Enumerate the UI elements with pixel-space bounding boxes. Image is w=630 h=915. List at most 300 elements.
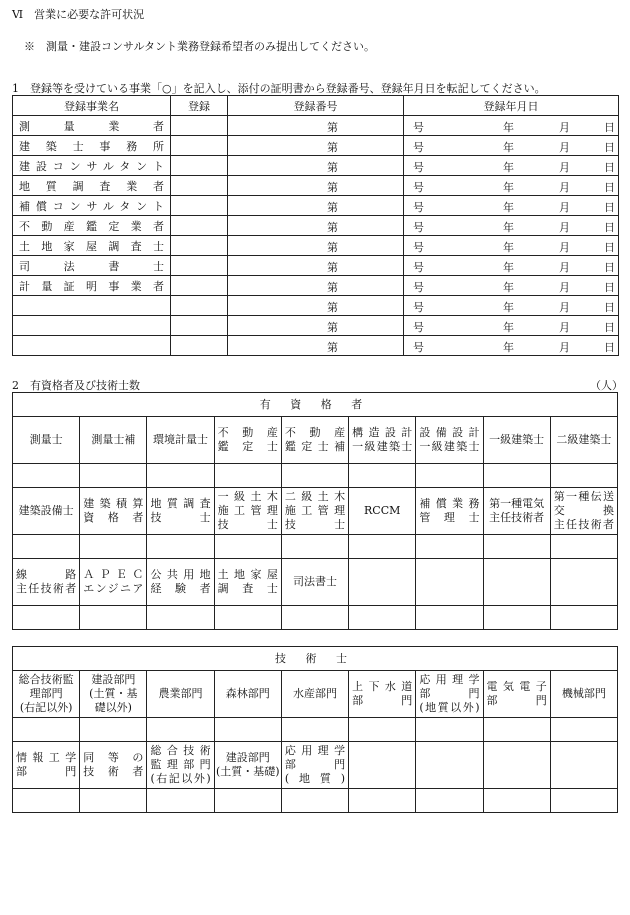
qualification-label <box>416 417 483 464</box>
reg-date-cell[interactable] <box>404 196 619 216</box>
qualification-label <box>80 742 147 789</box>
qualification-label <box>281 559 348 606</box>
count-cell[interactable] <box>349 718 416 742</box>
reg-number-cell[interactable] <box>228 196 424 216</box>
qualification-label <box>214 559 281 606</box>
label-line: 建築積算 <box>83 497 144 510</box>
label-line: 部門 <box>486 694 547 707</box>
registered-cell[interactable] <box>171 276 228 296</box>
month-label: 月 <box>559 201 570 214</box>
month-label: 月 <box>559 301 570 314</box>
count-cell[interactable] <box>550 535 617 559</box>
label-line: 一級土木 <box>217 490 278 503</box>
business-name: 測量業者 <box>13 116 171 136</box>
qualification-label <box>281 417 348 464</box>
registered-cell[interactable] <box>171 216 228 236</box>
year-label: 年 <box>503 201 514 214</box>
registration-rows <box>13 116 619 356</box>
qualification-label <box>13 742 80 789</box>
qualification-label <box>483 559 550 606</box>
section-title: Ⅵ 営業に必要な許可状況 <box>12 8 145 21</box>
number-prefix: 第 <box>327 201 338 214</box>
qualification-label <box>147 559 214 606</box>
business-name: 地質調査業者 <box>13 176 171 196</box>
business-name: 不動産鑑定業者 <box>13 216 171 236</box>
business-name <box>13 316 171 336</box>
qualification-label <box>147 417 214 464</box>
reg-date-cell[interactable] <box>404 156 619 176</box>
part1-heading: 1 登録等を受けている事業「○」を記入し、添付の証明書から登録番号、登録年月日を転記してください。 <box>12 82 546 95</box>
label-line: ＡＰＥＣ <box>83 568 144 581</box>
reg-number-cell[interactable] <box>228 236 424 256</box>
label-line: 鑑定士補 <box>284 440 346 453</box>
reg-date-cell[interactable] <box>404 236 619 256</box>
count-cell[interactable] <box>214 535 281 559</box>
year-label: 年 <box>503 121 514 134</box>
qualification-label <box>13 559 80 606</box>
registered-cell[interactable] <box>171 296 228 316</box>
month-label: 月 <box>559 121 570 134</box>
label-line: 補償業務 <box>419 497 480 510</box>
qualification-label <box>281 742 348 789</box>
count-cell[interactable] <box>147 464 214 488</box>
qualification-label <box>550 559 617 606</box>
count-cell[interactable] <box>13 535 80 559</box>
count-cell[interactable] <box>80 606 147 630</box>
registration-row <box>13 156 619 176</box>
business-name: 土地家屋調査士 <box>13 236 171 256</box>
day-label: 日 <box>604 261 615 274</box>
business-name: 補償コンサルタント <box>13 196 171 216</box>
business-name: 司法書士 <box>13 256 171 276</box>
count-cell[interactable] <box>281 789 348 813</box>
label-line: 調査士 <box>217 582 278 595</box>
number-suffix: 号 <box>413 121 424 134</box>
count-cell[interactable] <box>281 535 348 559</box>
count-cell[interactable] <box>483 718 550 742</box>
reg-number-cell[interactable] <box>228 136 424 156</box>
qualification-label <box>80 488 147 535</box>
reg-number-cell[interactable] <box>228 156 424 176</box>
qualification-label <box>550 742 617 789</box>
reg-date-cell[interactable] <box>404 336 619 356</box>
day-label: 日 <box>604 201 615 214</box>
label-line: 主任技術者 <box>16 582 77 595</box>
label-line: 不動産 <box>284 426 346 439</box>
label-line: RCCM <box>364 504 401 517</box>
label-line: 電気電子 <box>486 680 547 693</box>
reg-date-cell[interactable] <box>404 136 619 156</box>
label-line: 設備設計 <box>419 426 480 439</box>
day-label: 日 <box>604 181 615 194</box>
number-suffix: 号 <box>413 201 424 214</box>
count-cell[interactable] <box>416 464 483 488</box>
qualification-label <box>349 417 416 464</box>
registration-row <box>13 216 619 236</box>
col-reg-number: 登録番号 <box>228 96 404 116</box>
qualification-label <box>214 417 281 464</box>
business-name: 計量証明事業者 <box>13 276 171 296</box>
day-label: 日 <box>604 241 615 254</box>
number-suffix: 号 <box>413 141 424 154</box>
label-line: 森林部門 <box>225 687 270 700</box>
label-line: 土地家屋 <box>217 568 278 581</box>
label-line: 施工管理 <box>217 504 278 517</box>
registered-cell[interactable] <box>171 196 228 216</box>
count-cell[interactable] <box>281 718 348 742</box>
engineers-header: 技 術 士 <box>13 647 618 671</box>
count-cell[interactable] <box>550 464 617 488</box>
label-line: (右記以外) <box>19 701 73 714</box>
label-row <box>13 417 618 464</box>
number-prefix: 第 <box>327 161 338 174</box>
qualification-label <box>147 742 214 789</box>
year-label: 年 <box>503 321 514 334</box>
label-line: 主任技術者 <box>553 518 614 531</box>
registration-row <box>13 316 619 336</box>
label-line: 部門 <box>352 694 413 707</box>
count-row <box>13 789 618 813</box>
label-line: 水産部門 <box>292 687 337 700</box>
label-line: 監理部門 <box>150 758 211 771</box>
count-row <box>13 535 618 559</box>
count-cell[interactable] <box>349 606 416 630</box>
label-line: (地質) <box>284 772 346 785</box>
reg-number-cell[interactable] <box>228 176 424 196</box>
count-row <box>13 464 618 488</box>
registration-row <box>13 276 619 296</box>
label-line: 不動産 <box>217 426 278 439</box>
business-name: 建設コンサルタント <box>13 156 171 176</box>
qualification-label <box>416 488 483 535</box>
count-cell[interactable] <box>416 535 483 559</box>
qualification-label <box>349 742 416 789</box>
number-suffix: 号 <box>413 321 424 334</box>
year-label: 年 <box>503 141 514 154</box>
qualification-label <box>550 417 617 464</box>
count-cell[interactable] <box>281 464 348 488</box>
label-row <box>13 559 618 606</box>
registered-cell[interactable] <box>171 136 228 156</box>
reg-date-cell[interactable] <box>404 176 619 196</box>
count-cell[interactable] <box>550 789 617 813</box>
year-label: 年 <box>503 161 514 174</box>
qualification-label <box>349 559 416 606</box>
number-prefix: 第 <box>327 261 338 274</box>
label-line: 鑑定士 <box>217 440 278 453</box>
count-cell[interactable] <box>13 464 80 488</box>
label-line: (土質・基 <box>89 687 138 700</box>
day-label: 日 <box>604 221 615 234</box>
label-line: 農業部門 <box>158 687 203 700</box>
count-cell[interactable] <box>214 464 281 488</box>
label-line: 総合技術監 <box>18 673 74 686</box>
count-cell[interactable] <box>281 606 348 630</box>
registration-row <box>13 296 619 316</box>
reg-date-cell[interactable] <box>404 216 619 236</box>
count-cell[interactable] <box>483 464 550 488</box>
business-name <box>13 336 171 356</box>
number-suffix: 号 <box>413 301 424 314</box>
count-cell[interactable] <box>416 606 483 630</box>
month-label: 月 <box>559 341 570 354</box>
count-cell[interactable] <box>483 606 550 630</box>
label-line: 情報工学 <box>16 751 77 764</box>
engineers-table <box>12 646 618 813</box>
count-cell[interactable] <box>13 789 80 813</box>
business-name: 建築士事務所 <box>13 136 171 156</box>
number-suffix: 号 <box>413 281 424 294</box>
number-prefix: 第 <box>327 241 338 254</box>
label-line: 第一種電気 <box>489 497 545 510</box>
day-label: 日 <box>604 341 615 354</box>
qualification-label <box>80 417 147 464</box>
reg-number-cell[interactable] <box>228 316 424 336</box>
label-line: 部門 <box>284 758 346 771</box>
label-line: 測量士 <box>29 433 63 446</box>
reg-number-cell[interactable] <box>228 336 424 356</box>
label-row <box>13 742 618 789</box>
qualification-label <box>550 671 617 718</box>
count-cell[interactable] <box>214 606 281 630</box>
label-line: 二級土木 <box>284 490 346 503</box>
col-registered: 登録 <box>171 96 228 116</box>
number-prefix: 第 <box>327 221 338 234</box>
label-line: 技士 <box>217 518 278 531</box>
number-suffix: 号 <box>413 341 424 354</box>
registration-row <box>13 256 619 276</box>
reg-date-cell[interactable] <box>404 256 619 276</box>
count-cell[interactable] <box>550 718 617 742</box>
submission-note: ※ 測量・建設コンサルタント業務登録希望者のみ提出してください。 <box>24 40 376 53</box>
label-line: 経験者 <box>150 582 211 595</box>
qualification-label <box>349 488 416 535</box>
label-line: 資格者 <box>83 511 144 524</box>
label-line: 総合技術 <box>150 744 211 757</box>
number-prefix: 第 <box>327 141 338 154</box>
day-label: 日 <box>604 141 615 154</box>
business-name <box>13 296 171 316</box>
day-label: 日 <box>604 121 615 134</box>
qualification-label <box>349 671 416 718</box>
qualification-label <box>483 671 550 718</box>
label-line: 礎以外) <box>94 701 132 714</box>
count-cell[interactable] <box>416 718 483 742</box>
year-label: 年 <box>503 261 514 274</box>
reg-number-cell[interactable] <box>228 276 424 296</box>
count-cell[interactable] <box>349 464 416 488</box>
qualification-label <box>416 559 483 606</box>
count-cell[interactable] <box>147 606 214 630</box>
label-line: 環境計量士 <box>153 433 209 446</box>
count-cell[interactable] <box>483 535 550 559</box>
number-suffix: 号 <box>413 181 424 194</box>
count-cell[interactable] <box>550 606 617 630</box>
number-prefix: 第 <box>327 321 338 334</box>
label-line: 機械部門 <box>561 687 606 700</box>
registered-cell[interactable] <box>171 236 228 256</box>
number-suffix: 号 <box>413 161 424 174</box>
year-label: 年 <box>503 241 514 254</box>
count-cell[interactable] <box>80 464 147 488</box>
year-label: 年 <box>503 281 514 294</box>
label-line: 主任技術者 <box>489 511 545 524</box>
label-line: 応用理学 <box>284 744 346 757</box>
qualification-label <box>416 671 483 718</box>
label-line: 同等の <box>83 751 144 764</box>
label-line: 線路 <box>16 568 77 581</box>
registration-row <box>13 116 619 136</box>
label-line: 第一種伝送 <box>553 490 614 503</box>
month-label: 月 <box>559 281 570 294</box>
number-prefix: 第 <box>327 121 338 134</box>
reg-date-cell[interactable] <box>404 296 619 316</box>
reg-date-cell[interactable] <box>404 116 619 136</box>
label-line: 一級建築士 <box>419 440 480 453</box>
reg-date-cell[interactable] <box>404 316 619 336</box>
qualification-label <box>80 559 147 606</box>
label-line: 技士 <box>150 511 211 524</box>
number-suffix: 号 <box>413 261 424 274</box>
count-cell[interactable] <box>214 718 281 742</box>
label-line: 理部門 <box>29 687 63 700</box>
qualification-label <box>483 417 550 464</box>
label-row <box>13 671 618 718</box>
qualification-label <box>483 488 550 535</box>
month-label: 月 <box>559 141 570 154</box>
month-label: 月 <box>559 221 570 234</box>
label-line: 二級建築士 <box>556 433 612 446</box>
count-row <box>13 718 618 742</box>
count-cell[interactable] <box>147 535 214 559</box>
registration-row <box>13 236 619 256</box>
count-cell[interactable] <box>147 789 214 813</box>
count-cell[interactable] <box>416 789 483 813</box>
day-label: 日 <box>604 161 615 174</box>
qualification-label <box>80 671 147 718</box>
year-label: 年 <box>503 181 514 194</box>
registration-row <box>13 196 619 216</box>
number-suffix: 号 <box>413 221 424 234</box>
day-label: 日 <box>604 301 615 314</box>
label-line: 司法書士 <box>292 575 337 588</box>
label-line: 部門 <box>419 687 480 700</box>
registered-cell[interactable] <box>171 316 228 336</box>
day-label: 日 <box>604 321 615 334</box>
label-line: 一級建築士 <box>489 433 545 446</box>
registration-table <box>12 95 619 356</box>
qualification-label <box>147 488 214 535</box>
label-line: 上下水道 <box>352 680 413 693</box>
qualification-label <box>214 671 281 718</box>
reg-number-cell[interactable] <box>228 116 424 136</box>
label-line: 建築設備士 <box>18 504 74 517</box>
label-line: (地質以外) <box>419 701 480 714</box>
month-label: 月 <box>559 181 570 194</box>
col-business-name: 登録事業名 <box>13 96 171 116</box>
count-cell[interactable] <box>147 718 214 742</box>
number-prefix: 第 <box>327 181 338 194</box>
qualification-label <box>483 742 550 789</box>
number-prefix: 第 <box>327 281 338 294</box>
label-line: 交換 <box>553 504 614 517</box>
month-label: 月 <box>559 161 570 174</box>
month-label: 月 <box>559 261 570 274</box>
label-line: 部門 <box>16 765 77 778</box>
qualification-label <box>13 671 80 718</box>
qualified-persons-table <box>12 392 618 630</box>
year-label: 年 <box>503 341 514 354</box>
label-line: 地質調査 <box>150 497 211 510</box>
qualification-label <box>147 671 214 718</box>
count-cell[interactable] <box>349 789 416 813</box>
reg-number-cell[interactable] <box>228 256 424 276</box>
count-cell[interactable] <box>214 789 281 813</box>
qualification-label <box>214 488 281 535</box>
registration-header-row <box>13 96 619 116</box>
reg-number-cell[interactable] <box>228 296 424 316</box>
count-cell[interactable] <box>13 718 80 742</box>
qualification-label <box>13 417 80 464</box>
year-label: 年 <box>503 221 514 234</box>
qualification-label <box>550 488 617 535</box>
part2-heading: 2 有資格者及び技術士数 <box>12 379 140 392</box>
registered-cell[interactable] <box>171 156 228 176</box>
label-line: 技術者 <box>83 765 144 778</box>
count-cell[interactable] <box>80 718 147 742</box>
label-line: (右記以外) <box>150 772 211 785</box>
label-line: (土質・基礎) <box>215 765 280 778</box>
month-label: 月 <box>559 321 570 334</box>
qualification-label <box>281 671 348 718</box>
number-prefix: 第 <box>327 341 338 354</box>
registration-row <box>13 336 619 356</box>
number-prefix: 第 <box>327 301 338 314</box>
unit-label: （人） <box>590 379 623 392</box>
label-line: 管理士 <box>419 511 480 524</box>
year-label: 年 <box>503 301 514 314</box>
registered-cell[interactable] <box>171 176 228 196</box>
registered-cell[interactable] <box>171 336 228 356</box>
registration-row <box>13 176 619 196</box>
count-cell[interactable] <box>483 789 550 813</box>
label-line: 建設部門 <box>225 751 270 764</box>
count-row <box>13 606 618 630</box>
day-label: 日 <box>604 281 615 294</box>
qualified-header: 有 資 格 者 <box>13 393 618 417</box>
col-reg-date: 登録年月日 <box>404 96 619 116</box>
number-suffix: 号 <box>413 241 424 254</box>
count-cell[interactable] <box>13 606 80 630</box>
qualification-label <box>281 488 348 535</box>
month-label: 月 <box>559 241 570 254</box>
qualification-label <box>416 742 483 789</box>
count-cell[interactable] <box>349 535 416 559</box>
reg-date-cell[interactable] <box>404 276 619 296</box>
reg-number-cell[interactable] <box>228 216 424 236</box>
label-line: 建設部門 <box>91 673 136 686</box>
label-line: 構造設計 <box>352 426 413 439</box>
registered-cell[interactable] <box>171 256 228 276</box>
label-line: 一級建築士 <box>352 440 413 453</box>
label-line: 技士 <box>284 518 346 531</box>
label-line: 公共用地 <box>150 568 211 581</box>
count-cell[interactable] <box>80 535 147 559</box>
count-cell[interactable] <box>80 789 147 813</box>
qualification-label <box>214 742 281 789</box>
registered-cell[interactable] <box>171 116 228 136</box>
label-row <box>13 488 618 535</box>
